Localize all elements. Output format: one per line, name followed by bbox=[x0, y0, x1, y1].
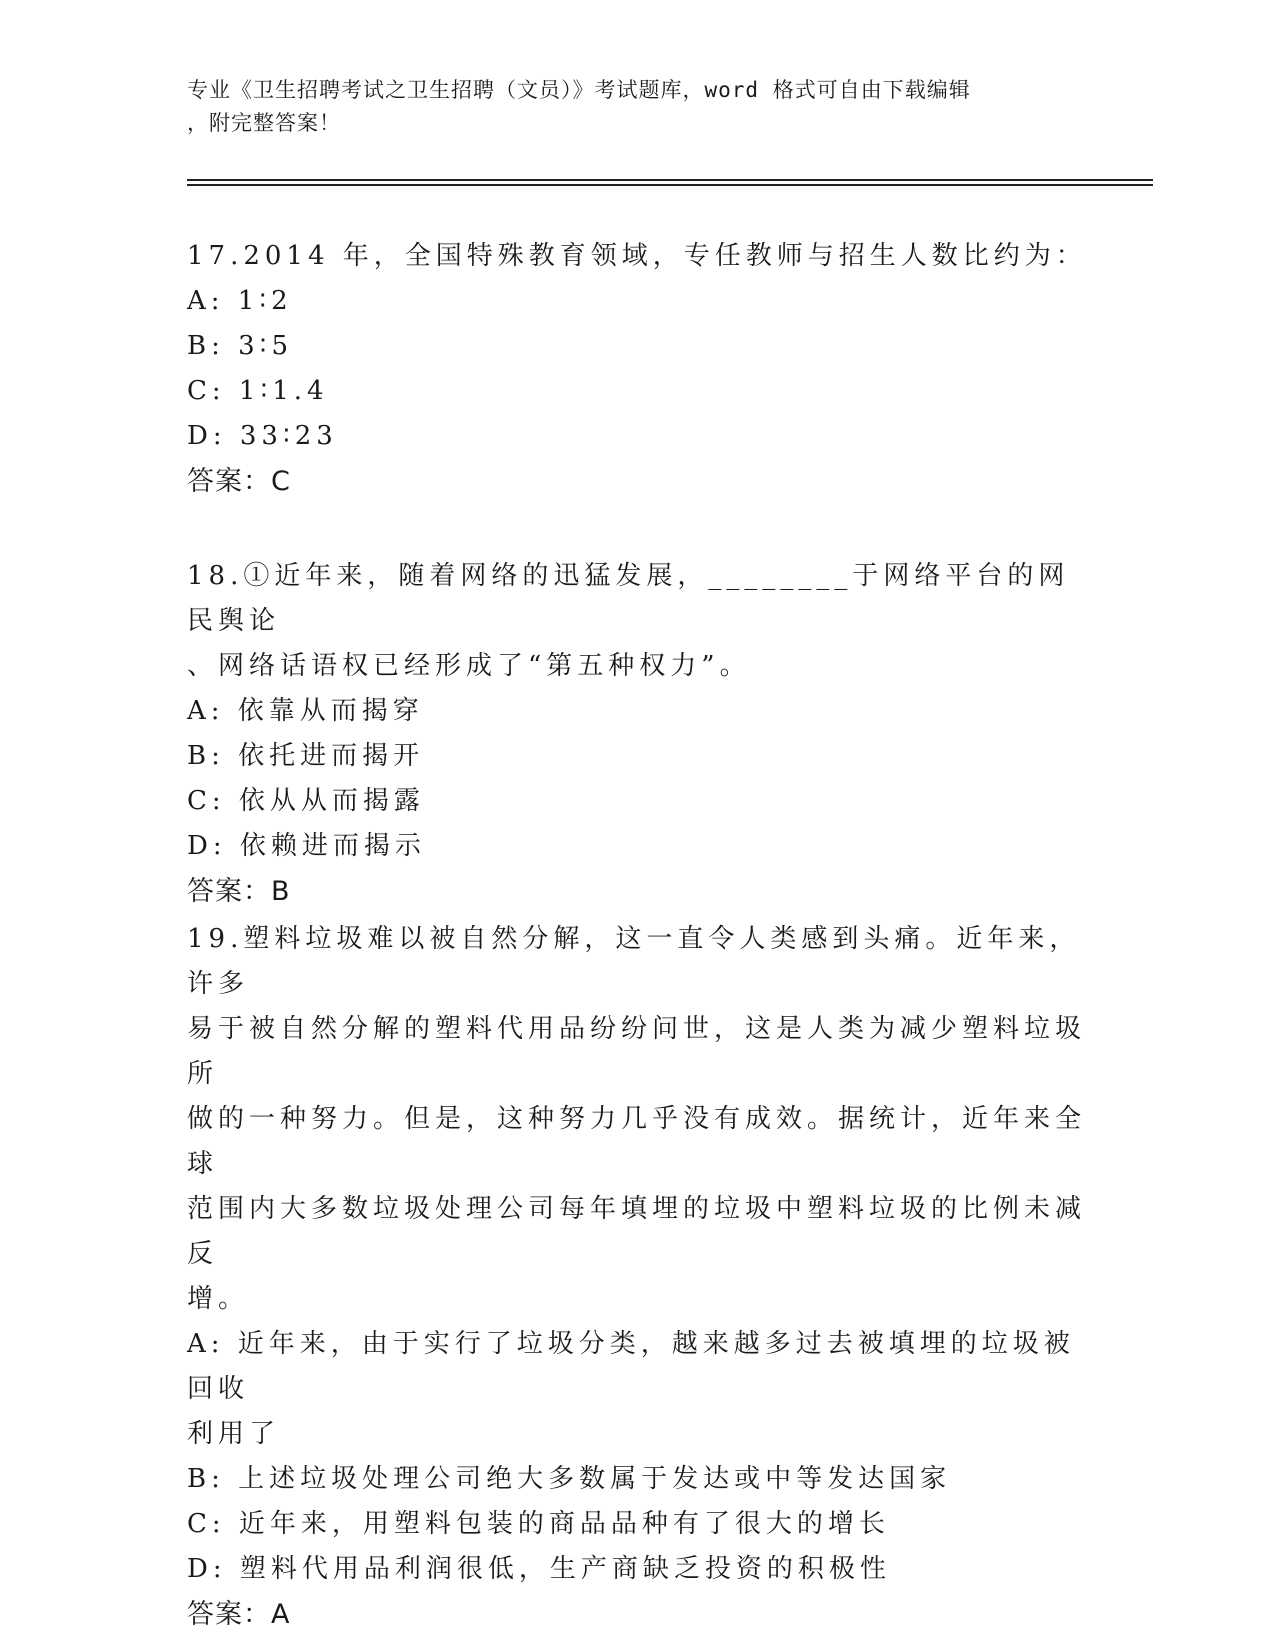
question-text-line-3: 做的一种努力。但是，这种努力几乎没有成效。据统计，近年来全球 bbox=[187, 1104, 1087, 1179]
option-b: B: 依托进而揭开 bbox=[187, 741, 425, 771]
question-text-line-1: 19.塑料垃圾难以被自然分解，这一直令人类感到头痛。近年来，许多 bbox=[187, 924, 1081, 999]
option-a: A: 依靠从而揭穿 bbox=[187, 696, 424, 726]
header-divider-top bbox=[187, 179, 1153, 181]
option-c: C: 近年来，用塑料包装的商品品种有了很大的增长 bbox=[187, 1509, 890, 1539]
question-text-line-1: 18.①近年来，随着网络的迅猛发展，________于网络平台的网民舆论 bbox=[187, 561, 1070, 636]
question-18 bbox=[187, 554, 1087, 914]
header-divider-bottom bbox=[187, 184, 1153, 186]
question-text: 17.2014 年，全国特殊教育领域，专任教师与招生人数比约为： bbox=[187, 241, 1087, 271]
header-line-2: ，附完整答案！ bbox=[187, 111, 341, 135]
answer: 答案：C bbox=[187, 466, 291, 497]
option-b: B: 上述垃圾处理公司绝大多数属于发达或中等发达国家 bbox=[187, 1464, 952, 1494]
option-d: D: 33∶23 bbox=[187, 421, 338, 451]
option-d: D: 依赖进而揭示 bbox=[187, 831, 426, 861]
option-a: A: 近年来，由于实行了垃圾分类，越来越多过去被填埋的垃圾被回收 bbox=[187, 1329, 1075, 1404]
header-line-1: 专业《卫生招聘考试之卫生招聘（文员）》考试题库，word 格式可自由下载编辑 bbox=[187, 78, 971, 102]
question-text-line-5: 增。 bbox=[187, 1284, 250, 1314]
option-c: C: 依从从而揭露 bbox=[187, 786, 425, 816]
question-text-line-4: 范围内大多数垃圾处理公司每年填埋的垃圾中塑料垃圾的比例未减反 bbox=[187, 1194, 1087, 1269]
option-d: D: 塑料代用品利润很低，生产商缺乏投资的积极性 bbox=[187, 1554, 891, 1584]
option-b: B: 3∶5 bbox=[187, 331, 293, 361]
question-19 bbox=[187, 917, 1087, 1637]
document-header bbox=[187, 74, 1067, 140]
option-a-continued: 利用了 bbox=[187, 1419, 281, 1449]
option-c: C: 1∶1.4 bbox=[187, 376, 329, 406]
question-text-line-2: 、网络话语权已经形成了“第五种权力”。 bbox=[187, 651, 751, 681]
answer: 答案：B bbox=[187, 876, 291, 907]
question-text-line-2: 易于被自然分解的塑料代用品纷纷问世，这是人类为减少塑料垃圾所 bbox=[187, 1014, 1087, 1089]
question-17 bbox=[187, 234, 1087, 504]
answer: 答案：A bbox=[187, 1599, 291, 1630]
option-a: A: 1∶2 bbox=[187, 286, 293, 316]
